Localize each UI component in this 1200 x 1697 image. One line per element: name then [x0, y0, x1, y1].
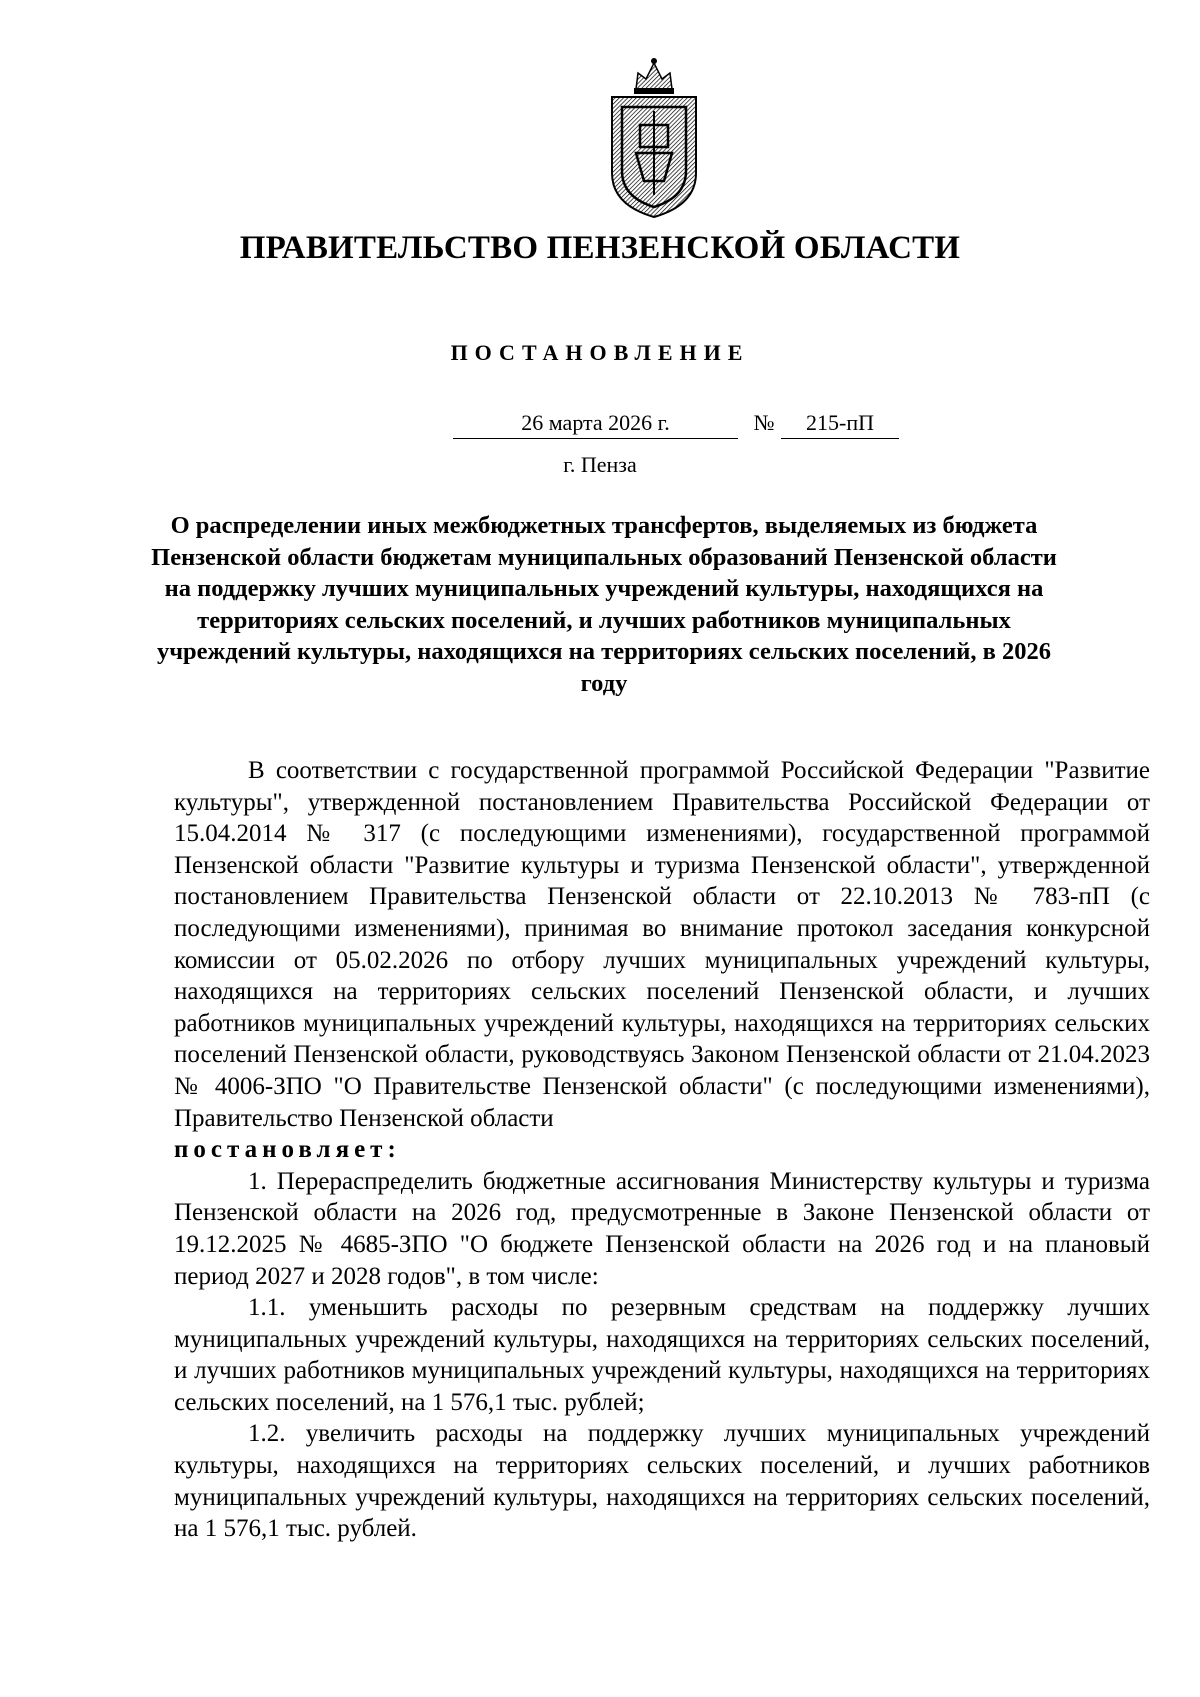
coat-of-arms-icon	[598, 55, 710, 221]
document-number: 215-пП	[781, 408, 899, 439]
document-title: О распределении иных межбюджетных трансфертов, выделяемых из бюджета Пензенской области бюджетам муниципальных образований Пензенской области на поддержку лучших муниципальных учреждений культуры, находящихся на территориях сельских поселений, и лучших работников муниципальных учреждений культуры, находящихся на территориях сельских поселений, в 2026 году	[151, 512, 1057, 697]
preamble-paragraph: В соответствии с государственной программой Российской Федерации "Развитие культуры", утвержденной постановлением Правительства Российской Федерации от 15.04.2014 № 317 (с последующими изменениями), государственной программой Пензенской области "Развитие культуры и туризма Пензенской области", утвержденной постановлением Правительства Пензенской области от 22.10.2013 № 783-пП (с последующими изменениями), принимая во внимание протокол заседания конкурсной комиссии от 05.02.2026 по отбору лучших муниципальных учреждений культуры, находящихся на территориях сельских поселений Пензенской области, и лучших работников муниципальных учреждений культуры, находящихся на территориях сельских поселений Пензенской области, руководствуясь Законом Пензенской области от 21.04.2023 № 4006-ЗПО "О Правительстве Пензенской области" (с последующими изменениями), Правительство Пензенской области	[174, 757, 1150, 1132]
issue-city: г. Пенза	[563, 452, 637, 477]
decree-paragraph	[174, 1134, 1150, 1166]
document-type: ПОСТАНОВЛЕНИЕ	[450, 340, 750, 365]
item-1-1-paragraph: 1.1. уменьшить расходы по резервным средствам на поддержку лучших муниципальных учреждений культуры, находящихся на территориях сельских поселений, и лучших работников муниципальных учреждений культуры, находящихся на территориях сельских поселений, на 1 576,1 тыс. рублей;	[174, 1294, 1150, 1416]
document-date: 26 марта 2026 г.	[453, 408, 738, 439]
decree-word: постановляет:	[174, 1136, 401, 1164]
item-1-2-paragraph: 1.2. увеличить расходы на поддержку лучших муниципальных учреждений культуры, находящихся на территориях сельских поселений, и лучших работников муниципальных учреждений культуры, находящихся на территориях сельских поселений, на 1 576,1 тыс. рублей.	[174, 1420, 1150, 1543]
organization-name: ПРАВИТЕЛЬСТВО ПЕНЗЕНСКОЙ ОБЛАСТИ	[239, 230, 961, 266]
number-sign: №	[753, 410, 775, 435]
document-body	[174, 755, 1150, 1545]
item-1-paragraph: 1. Перераспределить бюджетные ассигнования Министерству культуры и туризма Пензенской области на 2026 год, предусмотренные в Законе Пензенской области от 19.12.2025 № 4685-ЗПО "О бюджете Пензенской области на 2026 год и на плановый период 2027 и 2028 годов", в том числе:	[174, 1167, 1150, 1290]
